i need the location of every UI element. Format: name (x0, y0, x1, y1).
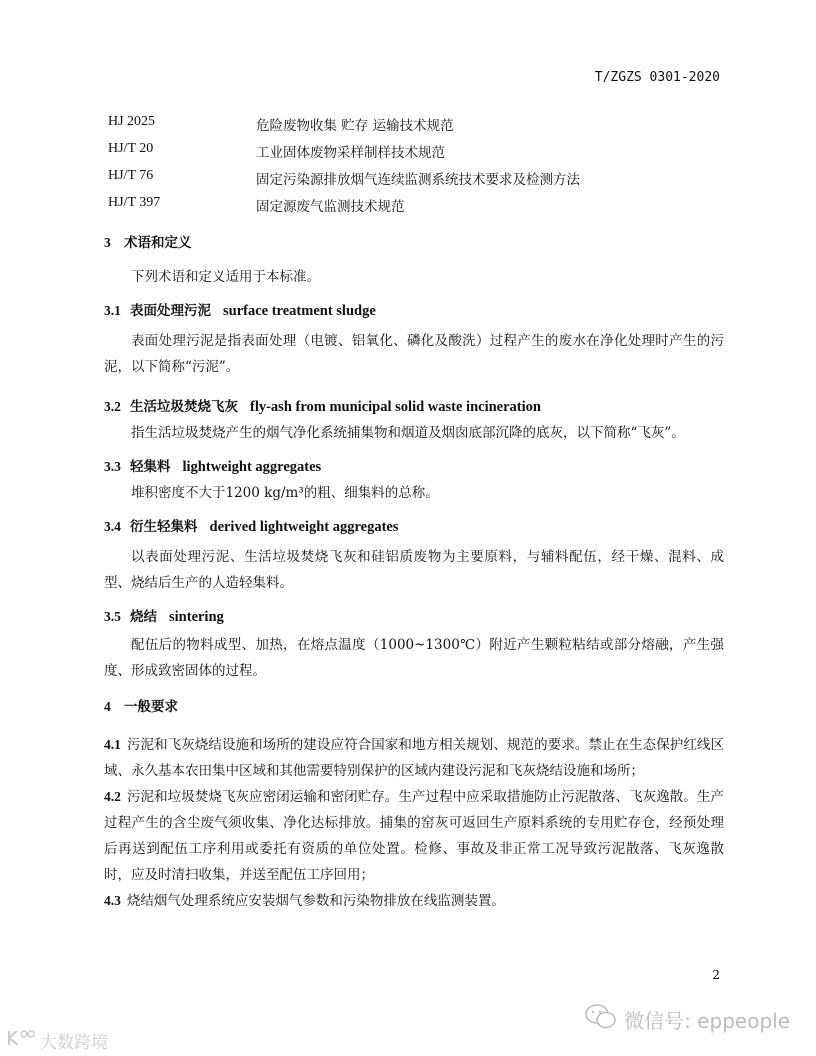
term-number: 3.1 (104, 303, 121, 318)
term-number: 3.3 (104, 459, 121, 474)
term-heading (104, 394, 724, 420)
reference-code: HJ/T 76 (108, 168, 154, 183)
brand-name: 大数跨境 (40, 1033, 108, 1053)
wechat-watermark (584, 1003, 790, 1036)
standard-number: T/ZGZS 0301-2020 (594, 70, 720, 85)
reference-title: 工业固体废物采样制样技术规范 (256, 145, 445, 161)
term-definition: 表面处理污泥是指表面处理（电镀、铝氧化、磷化及酸洗）过程产生的废水在净化处理时产生的污泥，以下简称“污泥”。 (104, 333, 724, 375)
term-definition: 以表面处理污泥、生活垃圾焚烧飞灰和硅铝质废物为主要原料，与辅料配伍，经干燥、混料、成型、烧结后生产的人造轻集料。 (104, 549, 724, 591)
requirement-item (104, 784, 724, 888)
wechat-id: 微信号: eppeople (624, 1009, 790, 1033)
term-number: 3.2 (104, 399, 121, 414)
section-heading (104, 694, 724, 720)
term-definition: 配伍后的物料成型、加热，在熔点温度（1000~1300℃）附近产生颗粒粘结或部分熔融，产生强度、形成致密固体的过程。 (104, 637, 724, 679)
requirement-item (104, 888, 724, 914)
term-heading (104, 298, 724, 324)
reference-item (108, 141, 580, 168)
section-number: 4 (104, 699, 111, 714)
page-number: 2 (712, 968, 720, 982)
item-number: 4.2 (104, 789, 121, 804)
reference-item (108, 195, 580, 222)
term-en: lightweight aggregates (182, 459, 322, 475)
term-number: 3.4 (104, 519, 121, 534)
brand-logo-icon (6, 1028, 36, 1053)
term-zh: 表面处理污泥 (130, 303, 211, 319)
reference-title: 危险废物收集 贮存 运输技术规范 (256, 118, 454, 134)
reference-item (108, 114, 580, 141)
reference-code: HJ/T 397 (108, 195, 161, 210)
term-en: sintering (169, 609, 224, 625)
term-definition: 堆积密度不大于1200 kg/m³的粗、细集料的总称。 (131, 485, 439, 501)
section-number: 3 (104, 235, 111, 250)
item-number: 4.1 (104, 737, 121, 752)
wechat-icon (584, 1003, 618, 1036)
reference-code: HJ/T 20 (108, 141, 154, 156)
term-heading (104, 514, 724, 540)
reference-title: 固定污染源排放烟气连续监测系统技术要求及检测方法 (256, 172, 580, 188)
item-text: 烧结烟气处理系统应安装烟气参数和污染物排放在线监测装置。 (126, 893, 505, 909)
reference-item (108, 168, 580, 195)
term-heading (104, 454, 724, 480)
term-en: derived lightweight aggregates (209, 519, 399, 535)
brand-watermark (6, 1028, 108, 1053)
reference-list (108, 114, 580, 222)
paragraph: 下列术语和定义适用于本标准。 (131, 269, 320, 285)
document-body (104, 230, 724, 914)
term-zh: 烧结 (130, 609, 157, 625)
reference-code: HJ 2025 (108, 114, 156, 129)
section-title: 术语和定义 (124, 235, 192, 251)
item-text: 污泥和飞灰烧结设施和场所的建设应符合国家和地方相关规划、规范的要求。禁止在生态保护红线区域、永久基本农田集中区域和其他需要特别保护的区域内建设污泥和飞灰烧结设施和场所； (104, 737, 724, 779)
reference-title: 固定源废气监测技术规范 (256, 199, 405, 215)
term-en: fly-ash from municipal solid waste incineration (250, 399, 541, 415)
term-number: 3.5 (104, 609, 121, 624)
section-title: 一般要求 (124, 699, 178, 715)
section-heading (104, 230, 724, 256)
item-text: 污泥和垃圾焚烧飞灰应密闭运输和密闭贮存。生产过程中应采取措施防止污泥散落、飞灰逸散。生产过程产生的含尘废气须收集、净化达标排放。捕集的窑灰可返回生产原料系统的专用贮存仓，经预处理后再送到配伍工序利用或委托有资质的单位处置。检修、事故及非正常工况导致污泥散落、飞灰逸散时，应及时清扫收集，并送至配伍工序回用； (104, 789, 724, 883)
term-zh: 衍生轻集料 (130, 519, 198, 535)
item-number: 4.3 (104, 893, 121, 908)
term-definition: 指生活垃圾焚烧产生的烟气净化系统捕集物和烟道及烟囱底部沉降的底灰，以下简称“飞灰”。 (131, 425, 685, 441)
term-en: surface treatment sludge (223, 303, 376, 319)
term-zh: 生活垃圾焚烧飞灰 (130, 399, 238, 415)
term-heading (104, 604, 724, 630)
requirement-item (104, 732, 724, 784)
term-zh: 轻集料 (130, 459, 171, 475)
